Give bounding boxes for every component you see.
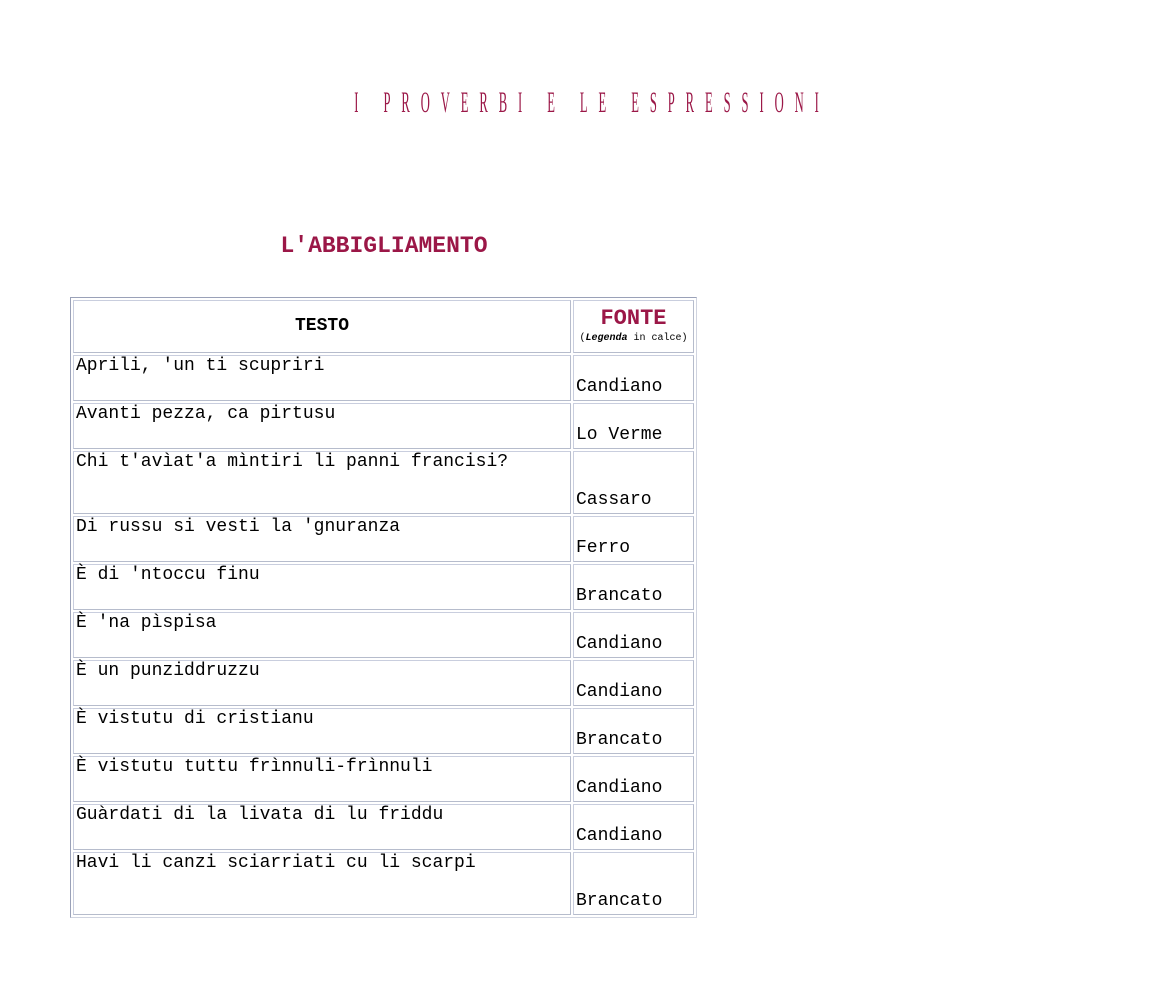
cell-testo: Chi t'avìat'a mìntiri li panni francisi?: [73, 451, 571, 514]
cell-fonte: Candiano: [573, 612, 694, 658]
table-row: [73, 708, 694, 754]
cell-testo: Di russu si vesti la 'gnuranza: [73, 516, 571, 562]
cell-fonte: Candiano: [573, 804, 694, 850]
table-row: [73, 612, 694, 658]
proverbs-table: [70, 297, 697, 918]
header-testo: TESTO: [73, 300, 571, 353]
table-row: [73, 451, 694, 514]
cell-fonte: Cassaro: [573, 451, 694, 514]
header-legend-note: [576, 332, 691, 346]
cell-testo: È 'na pìspisa: [73, 612, 571, 658]
table-row: [73, 660, 694, 706]
cell-testo: È un punziddruzzu: [73, 660, 571, 706]
cell-testo: Guàrdati di la livata di lu friddu: [73, 804, 571, 850]
section-title: L'ABBIGLIAMENTO: [280, 233, 488, 259]
legend-rest: in calce): [627, 332, 688, 344]
table-row: [73, 516, 694, 562]
header-fonte-cell: [573, 300, 694, 353]
page-banner: [0, 86, 830, 126]
cell-testo: Avanti pezza, ca pirtusu: [73, 403, 571, 449]
table-row: [73, 564, 694, 610]
banner-text: I PROVERBI E LE ESPRESSIONI: [354, 86, 830, 119]
cell-fonte: Candiano: [573, 756, 694, 802]
table-row: [73, 355, 694, 401]
table-header-row: [73, 300, 694, 353]
cell-fonte: Candiano: [573, 660, 694, 706]
table-row: [73, 804, 694, 850]
cell-fonte: Candiano: [573, 355, 694, 401]
cell-testo: Havi li canzi sciarriati cu li scarpi: [73, 852, 571, 915]
cell-fonte: Lo Verme: [573, 403, 694, 449]
cell-testo: È di 'ntoccu finu: [73, 564, 571, 610]
cell-fonte: Ferro: [573, 516, 694, 562]
cell-fonte: Brancato: [573, 852, 694, 915]
header-fonte: FONTE: [600, 305, 667, 331]
table-row: [73, 756, 694, 802]
cell-fonte: Brancato: [573, 708, 694, 754]
cell-testo: È vistutu di cristianu: [73, 708, 571, 754]
table-row: [73, 852, 694, 915]
table-row: [73, 403, 694, 449]
legend-open: (: [579, 332, 586, 344]
cell-fonte: Brancato: [573, 564, 694, 610]
legend-word: Legenda: [585, 332, 628, 344]
cell-testo: È vistutu tuttu frìnnuli-frìnnuli: [73, 756, 571, 802]
cell-testo: Aprili, 'un ti scupriri: [73, 355, 571, 401]
